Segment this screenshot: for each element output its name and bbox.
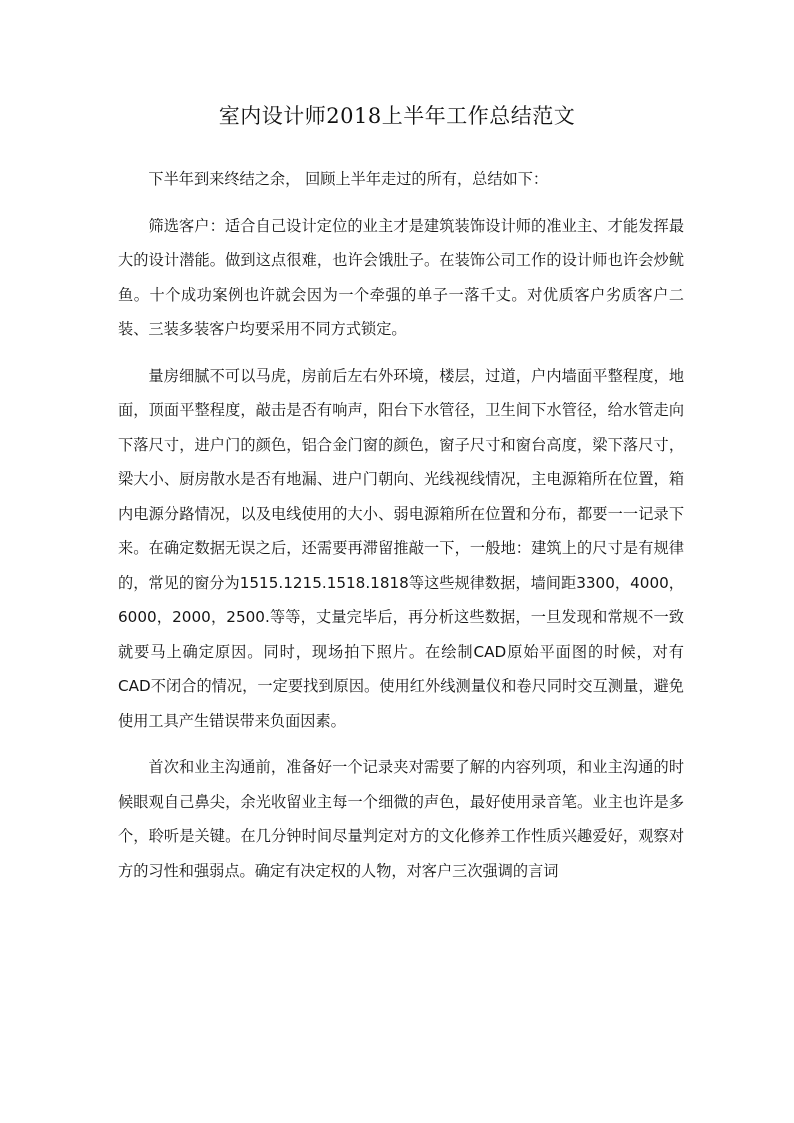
paragraph-communication: 首次和业主沟通前，准备好一个记录夹对需要了解的内容列项，和业主沟通的时候眼观自己鼻尖，余光收留业主每一个细微的声色，最好使用录音笔。业主也许是多个，聆听是关键。在几分钟时间尽量判定对方的文化修养工作性质兴趣爱好，观察对方的习性和强弱点。确定有决定权的人物，对客户三次强调的言词: [118, 758, 684, 880]
paragraph-client-screening: 筛选客户：适合自己设计定位的业主才是建筑装饰设计师的准业主、才能发挥最大的设计潜能。做到这点很难，也许会饿肚子。在装饰公司工作的设计师也许会炒鱿鱼。十个成功案例也许就会因为一个牵强的单子一落千丈。对优质客户劣质客户二装、三装多装客户均要采用不同方式锁定。: [118, 216, 684, 338]
paragraph-intro: 下半年到来终结之余， 回顾上半年走过的所有，总结如下：: [148, 170, 549, 188]
document-body: [118, 162, 684, 888]
document-title: 室内设计师2018上半年工作总结范文: [218, 104, 576, 128]
paragraph-measurement: 量房细腻不可以马虎，房前后左右外环境，楼层，过道，户内墙面平整程度，地面，顶面平整程度，敲击是否有响声，阳台下水管径，卫生间下水管径，给水管走向下落尺寸，进户门的颜色，铝合金门窗的颜色，窗子尺寸和窗台高度，梁下落尺寸，梁大小、厨房散水是否有地漏、进户门朝向、光线视线情况，主电源箱所在位置，箱内电源分路情况，以及电线使用的大小、弱电源箱所在位置和分布，都要一一记录下来。在确定数据无误之后，还需要再滞留推敲一下，一般地：建筑上的尺寸是有规律的，常见的窗分为1515.1215.1518.1818等这些规律数据，墙间距3300，4000，6000，2000，2500.等等，丈量完毕后，再分析这些数据，一旦发现和常规不一致就要马上确定原因。同时，现场拍下照片。在绘制CAD原始平面图的时候，对有CAD不闭合的情况，一定要找到原因。使用红外线测量仪和卷尺同时交互测量，避免使用工具产生错误带来负面因素。: [118, 366, 684, 730]
